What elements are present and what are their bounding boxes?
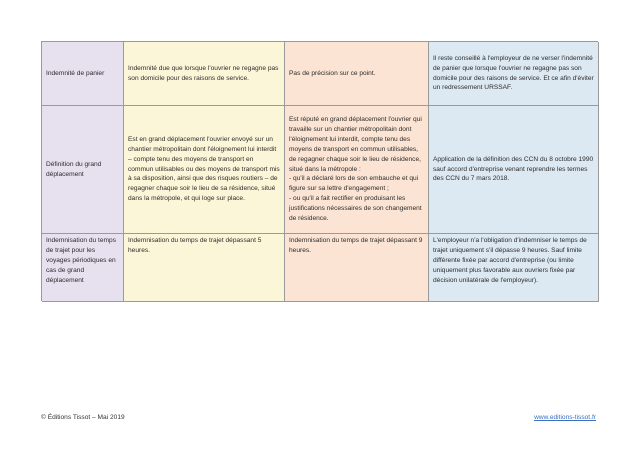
cell-trajet-col4: L'employeur n'a l'obligation d'indemniser le temps de trajet uniquement s'il dépasse 9 heures. Sauf limite différente fixée par accord d'entreprise (ou limite uniquement plus favorable aux ouvriers fixée par décision unilatérale de l'employeur). (429, 234, 599, 302)
deplacement-col3-item-2: - ou qu'il a fait rectifier en produisant les justifications nécessaires de son changement de résidence. (289, 195, 422, 222)
footer-copyright: © Éditions Tissot – Mai 2019 (41, 414, 125, 421)
footer-website-link[interactable]: www.editions-tissot.fr (534, 414, 596, 421)
cell-trajet-col2: Indemnisation du temps de trajet dépassant 5 heures. (124, 234, 285, 302)
cell-panier-col4: Il reste conseillé à l'employeur de ne verser l'indemnité de panier que lorsque l'ouvrier ne regagne pas son domicile pour des raisons de service. Et ce afin d'éviter un redressement URSSAF. (429, 42, 599, 106)
cell-deplacement-col2: Est en grand déplacement l'ouvrier envoyé sur un chantier métropolitain dont l'éloignement lui interdit – compte tenu des moyens de transport en commun utilisables ou des moyens de transport mis à sa disposition, ainsi que des risques routiers – de regagner chaque soir le lieu de sa résidence, situé dans la métropole, et qui loge sur place. (124, 106, 285, 234)
comparison-table (41, 41, 598, 301)
deplacement-col3-item-1: - qu'il a déclaré lors de son embauche et qui figure sur sa lettre d'engagement ; (289, 175, 419, 193)
row-label-temps-trajet: Indemnisation du temps de trajet pour les voyages périodiques en cas de grand déplacement (42, 234, 124, 302)
cell-deplacement-col3 (285, 106, 429, 234)
row-label-panier: Indemnité de panier (42, 42, 124, 106)
cell-deplacement-col4: Application de la définition des CCN du 8 octobre 1990 sauf accord d'entreprise venant reprendre les termes des CCN du 7 mars 2018. (429, 106, 599, 234)
cell-panier-col3: Pas de précision sur ce point. (285, 42, 429, 106)
deplacement-col3-intro: Est réputé en grand déplacement l'ouvrier qui travaille sur un chantier métropolitain dont l'éloignement lui interdit, compte tenu des moyens de transport en commun utilisables, de regagner chaque soir le lieu de résidence, situé dans la métropole : (289, 116, 422, 173)
row-label-grand-deplacement: Définition du grand déplacement (42, 106, 124, 234)
cell-panier-col2: Indemnité due que lorsque l'ouvrier ne regagne pas son domicile pour des raisons de service. (124, 42, 285, 106)
cell-trajet-col3: Indemnisation du temps de trajet dépassant 9 heures. (285, 234, 429, 302)
